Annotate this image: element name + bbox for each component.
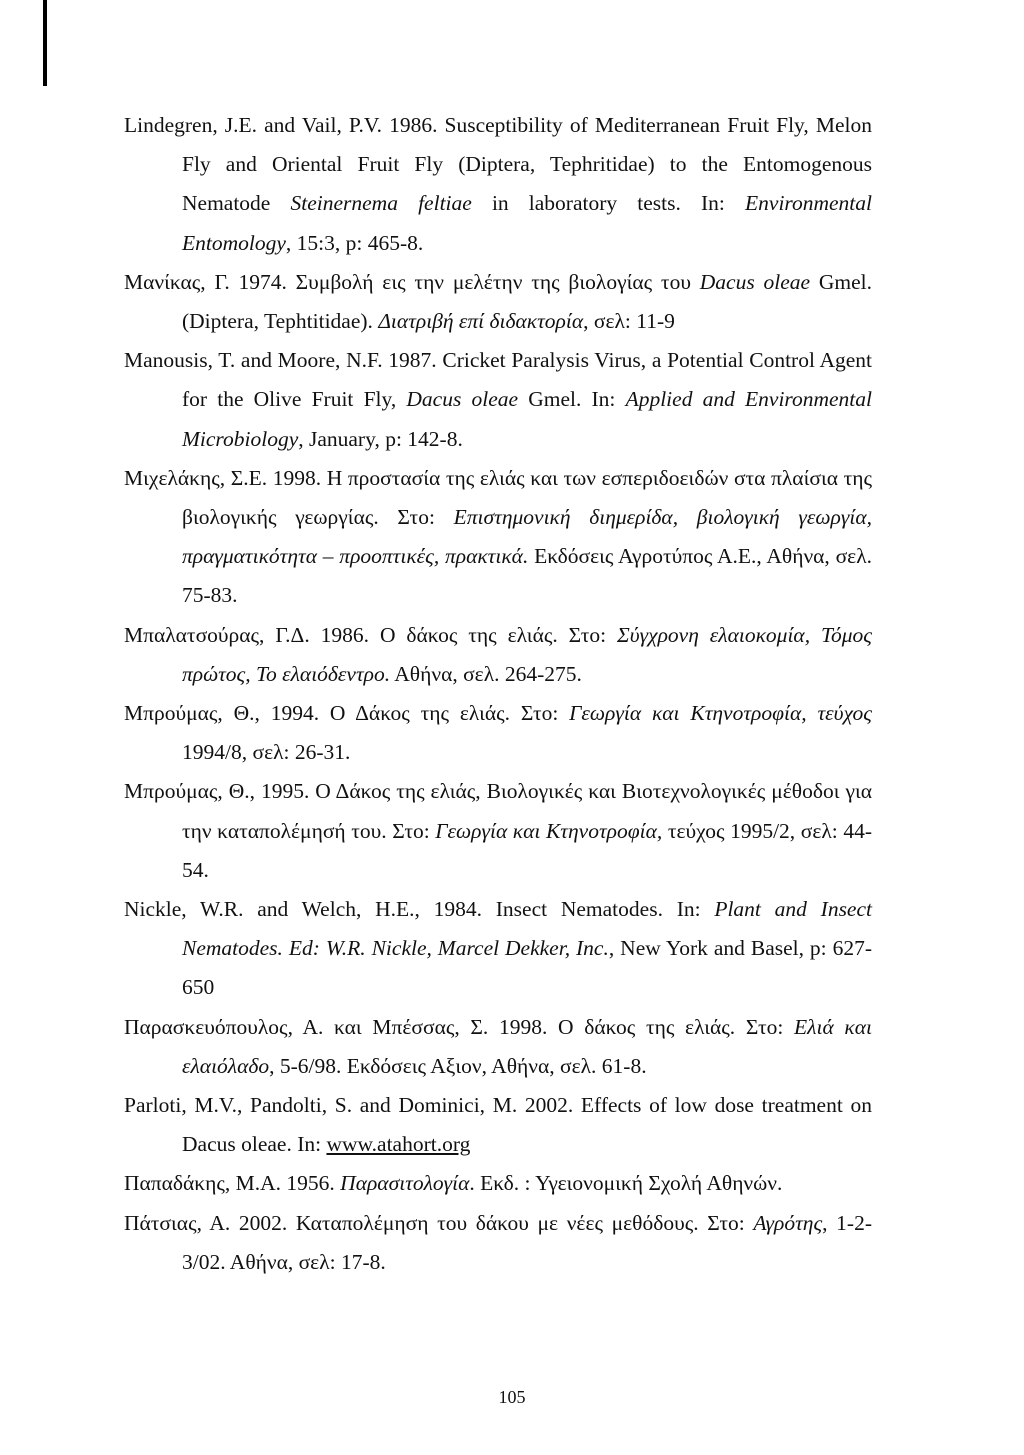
reference-text: , January, p: 142-8.	[298, 426, 463, 451]
reference-list	[124, 106, 872, 1282]
reference-entry	[124, 341, 872, 459]
reference-italic-text: Παρασιτολογία	[340, 1171, 470, 1196]
reference-entry	[124, 1086, 872, 1164]
page-number: 105	[498, 1387, 526, 1407]
scan-edge-mark	[43, 0, 47, 86]
reference-text: Gmel. (Diptera, Tephtitidae).	[182, 269, 872, 334]
reference-italic-text: Αγρότης	[753, 1210, 823, 1235]
reference-text: Parloti, M.V., Pandolti, S. and Dominici, M. 2002. Effects of low dose treatment on Dacus oleae. In:	[124, 1093, 872, 1157]
reference-text: Nickle, W.R. and Welch, H.E., 1984. Insect Nematodes. In:	[124, 897, 715, 922]
reference-text: Μιχελάκης, Σ.Ε. 1998. Η προστασία της ελιάς και των εσπεριδοειδών στα πλαίσια της βιολογικής γεωργίας. Στο:	[124, 465, 872, 530]
reference-italic-text: Plant and Insect Nematodes. Ed: W.R. Nickle, Marcel Dekker, Inc.	[182, 897, 872, 961]
reference-text: 1994/8, σελ: 26-31.	[182, 740, 351, 765]
reference-text: Lindegren, J.E. and Vail, P.V. 1986. Susceptibility of Mediterranean Fruit Fly, Melon Fly and Oriental Fruit Fly (Diptera, Tephritidae) to the Entomogenous Nematode	[124, 113, 872, 216]
reference-italic-text: Steinernema feltiae	[290, 191, 472, 216]
reference-text: Αθήνα, σελ. 264-275.	[390, 661, 582, 686]
reference-url-link[interactable]: www.atahort.org	[326, 1132, 471, 1157]
reference-text: Εκδόσεις Αγροτύπος Α.Ε., Αθήνα, σελ. 75-83.	[182, 544, 872, 608]
reference-italic-text: Dacus oleae	[406, 387, 519, 412]
reference-text: Μανίκας, Γ. 1974. Συμβολή εις την μελέτην της βιολογίας του	[124, 269, 700, 294]
reference-italic-text: Applied and Environmental Microbiology	[182, 387, 873, 451]
reference-text: Πάτσιας, Α. 2002. Καταπολέμηση του δάκου με νέες μεθόδους. Στο:	[124, 1210, 754, 1235]
reference-text: Gmel. In:	[518, 387, 626, 412]
reference-text: in laboratory tests. In:	[471, 191, 746, 216]
reference-italic-text: Dacus oleae	[699, 269, 811, 294]
reference-italic-text: Environmental Entomology	[182, 191, 872, 255]
reference-text: , 15:3, p: 465-8.	[285, 230, 424, 255]
reference-text: Μπρούμας, Θ., 1994. Ο Δάκος της ελιάς. Στο:	[124, 701, 570, 726]
reference-text: , σελ: 11-9	[583, 309, 675, 334]
reference-text: τεύχος 1995/2, σελ: 44-54.	[182, 818, 872, 882]
reference-text: , 1-2-3/02. Αθήνα, σελ: 17-8.	[182, 1210, 872, 1274]
reference-entry	[124, 890, 872, 1008]
reference-italic-text: Ελιά και ελαιόλαδο	[182, 1014, 872, 1078]
reference-text: Manousis, T. and Moore, N.F. 1987. Cricket Paralysis Virus, a Potential Control Agent for the Olive Fruit Fly,	[124, 348, 872, 412]
reference-italic-text: Διατριβή επί διδακτορία	[378, 309, 584, 334]
reference-text: Παπαδάκης, Μ.Α. 1956.	[124, 1171, 341, 1196]
reference-entry	[124, 263, 872, 341]
reference-italic-text: Επιστημονική διημερίδα, βιολογική γεωργία, πραγματικότητα – προοπτικές, πρακτικά.	[182, 505, 872, 569]
reference-entry	[124, 1164, 872, 1203]
reference-italic-text: Γεωργία και Κτηνοτροφία, τεύχος	[569, 701, 872, 726]
reference-entry	[124, 772, 872, 890]
reference-text: Μπαλατσούρας, Γ.Δ. 1986. Ο δάκος της ελιάς. Στο:	[124, 622, 618, 647]
reference-entry	[124, 1008, 872, 1086]
reference-entry	[124, 616, 872, 694]
reference-entry	[124, 459, 872, 616]
reference-text: , New York and Basel, p: 627-650	[182, 936, 872, 1000]
reference-italic-text: Γεωργία και Κτηνοτροφία,	[435, 818, 663, 843]
reference-entry	[124, 1204, 872, 1282]
reference-entry	[124, 694, 872, 772]
reference-entry	[124, 106, 872, 263]
reference-italic-text: Σύγχρονη ελαιοκομία, Τόμος πρώτος, Το ελαιόδεντρο.	[182, 622, 872, 686]
reference-text: Παρασκευόπουλος, Α. και Μπέσσας, Σ. 1998. Ο δάκος της ελιάς. Στο:	[124, 1014, 795, 1039]
reference-text: . Εκδ. : Υγειονομική Σχολή Αθηνών.	[469, 1171, 783, 1196]
reference-text: Μπρούμας, Θ., 1995. Ο Δάκος της ελιάς, Βιολογικές και Βιοτεχνολογικές μέθοδοι για την καταπολέμησή του. Στο:	[124, 779, 872, 843]
reference-text: , 5-6/98. Εκδόσεις Αξιον, Αθήνα, σελ. 61-8.	[269, 1053, 647, 1078]
